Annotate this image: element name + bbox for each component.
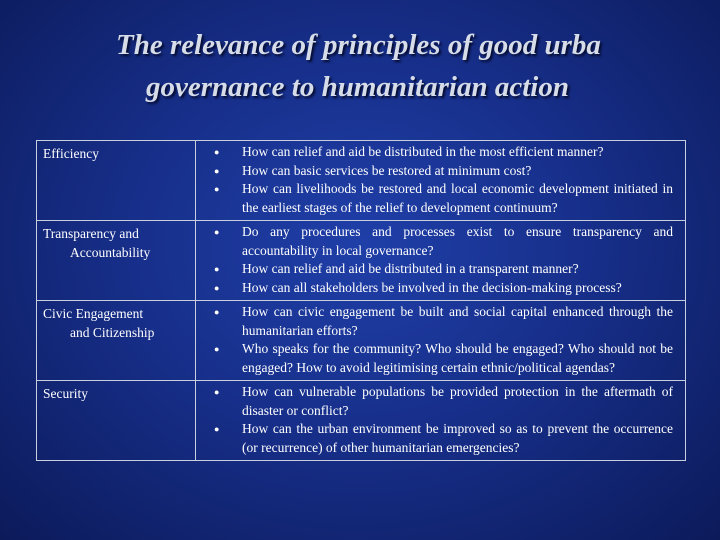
table-row-transparency [37, 221, 686, 301]
slide-title-line-1: The relevance of principles of good urba [116, 29, 601, 61]
category-cell [37, 221, 196, 301]
question-text: How can vulnerable populations be provided protection in the aftermath of disaster or conflict? [242, 384, 673, 418]
bullet-icon: ● [214, 424, 220, 434]
question-list [206, 223, 673, 297]
table-row-security [37, 381, 686, 461]
questions-cell [196, 141, 686, 221]
question-item [206, 180, 673, 217]
question-item [206, 383, 673, 420]
question-item [206, 279, 673, 298]
category-label-continued: Accountability [70, 244, 151, 260]
question-text: How can all stakeholders be involved in the decision-making process? [242, 279, 622, 295]
slide-title [0, 24, 720, 108]
question-item [206, 420, 673, 457]
question-item [206, 223, 673, 260]
questions-cell [196, 301, 686, 381]
category-cell [37, 301, 196, 381]
bullet-icon: ● [214, 307, 220, 317]
question-item [206, 260, 673, 279]
question-item [206, 303, 673, 340]
bullet-icon: ● [214, 387, 220, 397]
bullet-icon: ● [214, 282, 220, 293]
category-label: Security [43, 386, 88, 401]
slide-title-line-2: governance to humanitarian action [146, 71, 569, 103]
bullet-icon: ● [214, 165, 220, 176]
category-cell [37, 141, 196, 221]
question-text: How can the urban environment be improved so as to prevent the occurrence (or recurrence) of other humanitarian emergencies? [242, 421, 673, 455]
category-label: Efficiency [43, 146, 99, 161]
bullet-icon: ● [214, 227, 220, 237]
bullet-icon: ● [214, 147, 220, 157]
bullet-icon: ● [214, 264, 220, 274]
bullet-icon: ● [214, 184, 220, 194]
question-text: How can livelihoods be restored and local economic development initiated in the earliest stages of the relief to development continuum? [242, 181, 673, 215]
question-text: How can relief and aid be distributed in a transparent manner? [242, 261, 579, 276]
question-list [206, 383, 673, 457]
questions-cell [196, 381, 686, 461]
question-item [206, 162, 673, 181]
table-row-civic-engagement [37, 301, 686, 381]
bullet-icon: ● [214, 344, 220, 354]
question-text: Who speaks for the community? Who should be engaged? Who should not be engaged? How to avoid legitimising certain ethnic/political agendas? [242, 341, 673, 375]
question-text: How can basic services be restored at minimum cost? [242, 162, 532, 178]
category-cell [37, 381, 196, 461]
table-row-efficiency [37, 141, 686, 221]
category-label: Civic Engagement [43, 306, 144, 321]
question-list [206, 143, 673, 217]
question-text: How can civic engagement be built and social capital enhanced through the humanitarian efforts? [242, 304, 673, 338]
question-text: Do any procedures and processes exist to ensure transparency and accountability in local governance? [242, 224, 673, 258]
question-item [206, 143, 673, 162]
question-item [206, 340, 673, 377]
category-label-continued: and Citizenship [70, 324, 155, 340]
category-label: Transparency and [43, 226, 139, 241]
question-text: How can relief and aid be distributed in the most efficient manner? [242, 144, 604, 159]
question-list [206, 303, 673, 377]
principles-table [36, 140, 686, 461]
questions-cell [196, 221, 686, 301]
